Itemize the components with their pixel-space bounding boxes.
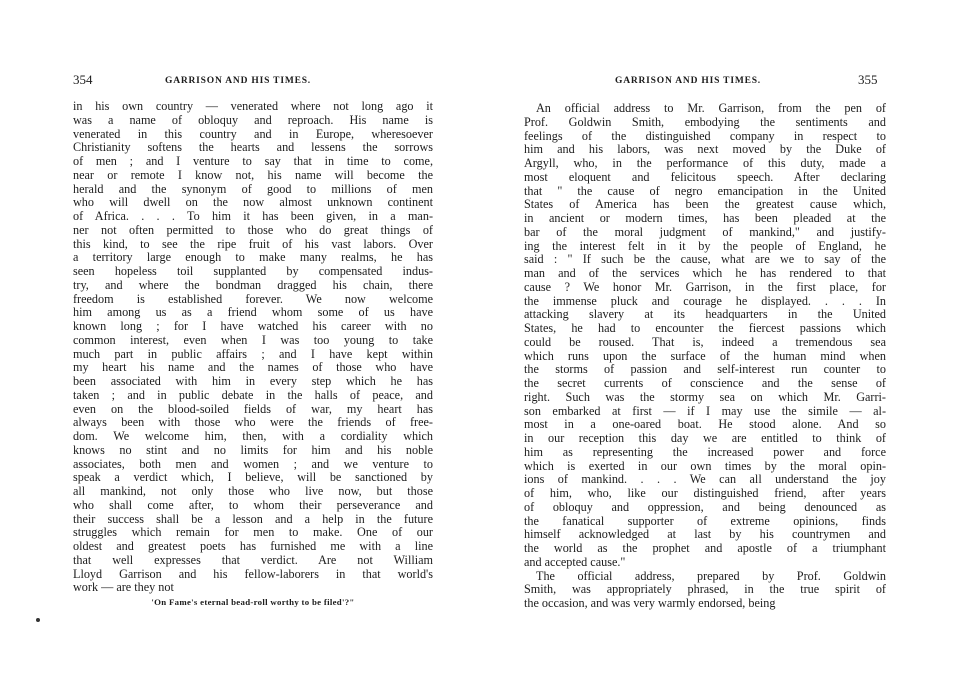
- text-line: Lloyd Garrison and his fellow-laborers in that world's: [73, 567, 433, 581]
- text-line: known long ; for I have watched his career with no: [73, 320, 433, 333]
- text-line: much part in public affairs ; and I have kept within: [73, 347, 433, 361]
- text-line: ner not often permitted to those who do great things of: [73, 223, 433, 237]
- quotation-line: 'On Fame's eternal bead-roll worthy to be filed'?": [151, 597, 355, 607]
- text-line: him as representing the increased power and force: [524, 445, 886, 459]
- text-line: the secret currents of conscience and the sense of: [524, 377, 886, 390]
- text-line: of him, who, like our distinguished friend, after years: [524, 487, 886, 500]
- text-line: said : " If such be the cause, what are we to say of the: [524, 253, 886, 267]
- text-line: work — are they not: [73, 581, 174, 595]
- text-line: seen hopeless toil supplanted by compensated indus-: [73, 265, 433, 278]
- text-line: son embarked at first — if I may use the simile — al-: [524, 404, 886, 418]
- text-line: common interest, even when I was too young to take: [73, 333, 433, 347]
- running-title-right: GARRISON AND HIS TIMES.: [615, 76, 761, 86]
- text-line: The official address, prepared by Prof. Goldwin: [536, 569, 886, 583]
- text-line: of obloquy and oppression, and being denounced as: [524, 500, 886, 514]
- text-line: in ancient or modern times, has been pleaded at the: [524, 212, 886, 225]
- text-line: the occasion, and was very warmly endorsed, being: [524, 597, 776, 610]
- text-line: right. Such was the stormy sea on which Mr. Garri-: [524, 390, 886, 404]
- text-line: that well expresses that verdict. Are not William: [73, 553, 433, 567]
- text-line: himself acknowledged at last by his countrymen and: [524, 528, 886, 542]
- text-line: freedom is established forever. We now welcome: [73, 292, 433, 306]
- text-line: States of America has been the greatest cause which,: [524, 198, 886, 212]
- text-line: States, he had to encounter the fiercest passions which: [524, 322, 886, 335]
- text-line: herald and the synonym of good to millions of men: [73, 182, 433, 196]
- text-line: could be roused. That is, indeed a tremendous sea: [524, 335, 886, 349]
- right-page-text: [524, 102, 886, 611]
- text-line: most eloquent and felicitous speech. After declaring: [524, 170, 886, 184]
- text-line: which runs upon the surface of the human mind when: [524, 349, 886, 363]
- page-number-left: 354: [73, 72, 93, 87]
- text-line: him among us as a friend whom some of us have: [73, 306, 433, 320]
- text-line: in his own country — venerated where not long ago it: [73, 100, 433, 113]
- text-line: ions of mankind. . . . We can all understand the joy: [524, 473, 886, 487]
- text-line: the world as the prophet and apostle of a triumphant: [524, 542, 886, 555]
- text-line: of Africa. . . . To him it has been given, in a man-: [73, 210, 433, 223]
- text-line: their success shall be a lesson and a help in the future: [73, 512, 433, 526]
- text-line: struggles which remain for men to make. One of our: [73, 526, 433, 540]
- text-line: the fanatical supporter of extreme opinions, finds: [524, 514, 886, 528]
- text-line: dom. We welcome him, then, with a cordiality which: [73, 430, 433, 443]
- text-line: even on the blood-soiled fields of war, my heart has: [73, 402, 433, 416]
- text-line: and accepted cause.": [524, 555, 626, 569]
- text-line: most in a one-oared boat. He stood alone. And so: [524, 418, 886, 432]
- text-line: Smith, was appropriately phrased, in the true spirit of: [524, 583, 886, 597]
- text-line: Argyll, who, in the performance of this duty, made a: [524, 157, 886, 170]
- text-line: attacking slavery at its headquarters in the United: [524, 308, 886, 322]
- text-line: a territory large enough to make many realms, he has: [73, 251, 433, 265]
- text-line: try, and where the bondman dragged his chain, there: [73, 278, 433, 292]
- text-line: all mankind, not only those who live now, but those: [73, 485, 433, 498]
- text-line: that " the cause of negro emancipation in the United: [524, 184, 886, 198]
- right-page: [490, 0, 980, 699]
- text-line: speak a verdict which, I believe, will be sanctioned by: [73, 471, 433, 485]
- text-line: my heart his name and the names of those who have: [73, 361, 433, 375]
- text-line: in our reception this day we are entitled to think of: [524, 432, 886, 445]
- text-line: of men ; and I venture to say that in time to come,: [73, 155, 433, 168]
- margin-mark: [36, 618, 40, 622]
- text-line: near or remote I know not, his name will become the: [73, 168, 433, 182]
- text-line: the immense pluck and courage he displayed. . . . In: [524, 294, 886, 308]
- text-line: oldest and greatest poets has furnished me with a line: [73, 540, 433, 553]
- page-number-right: 355: [858, 72, 878, 87]
- text-line: ing the interest felt in it by the people of England, he: [524, 239, 886, 253]
- text-line: man and of the services which he has rendered to that: [524, 267, 886, 280]
- text-line: bar of the moral judgment of mankind," and justify-: [524, 225, 886, 239]
- text-line: An official address to Mr. Garrison, from the pen of: [536, 102, 886, 115]
- text-line: him and his labors, was next moved by the Duke of: [524, 143, 886, 157]
- text-line: Christianity softens the hearts and lessens the sorrows: [73, 141, 433, 155]
- text-line: which is exerted in our own times by the moral opin-: [524, 459, 886, 473]
- text-line: associates, both men and women ; and we venture to: [73, 457, 433, 471]
- text-line: feelings of the distinguished company in respect to: [524, 129, 886, 143]
- running-title-left: GARRISON AND HIS TIMES.: [165, 76, 311, 86]
- text-line: who shall come after, to whom their perseverance and: [73, 498, 433, 512]
- text-line: was a name of obloquy and reproach. His name is: [73, 113, 433, 127]
- text-line: Prof. Goldwin Smith, embodying the sentiments and: [524, 115, 886, 129]
- text-line: the storms of passion and self-interest run counter to: [524, 363, 886, 377]
- text-line: cause ? We honor Mr. Garrison, in the first place, for: [524, 280, 886, 294]
- text-line: who will dwell on the now almost unknown continent: [73, 196, 433, 210]
- text-line: this kind, to see the ripe fruit of his vast labors. Over: [73, 237, 433, 251]
- text-line: venerated in this country and in Europe, wheresoever: [73, 127, 433, 141]
- text-line: knows no stint and no limits for him and his noble: [73, 443, 433, 457]
- text-line: been associated with him in every step which he has: [73, 375, 433, 388]
- left-page-text: [73, 100, 433, 595]
- text-line: taken ; and in public debate in the halls of peace, and: [73, 388, 433, 402]
- text-line: always been with those who were the friends of free-: [73, 416, 433, 430]
